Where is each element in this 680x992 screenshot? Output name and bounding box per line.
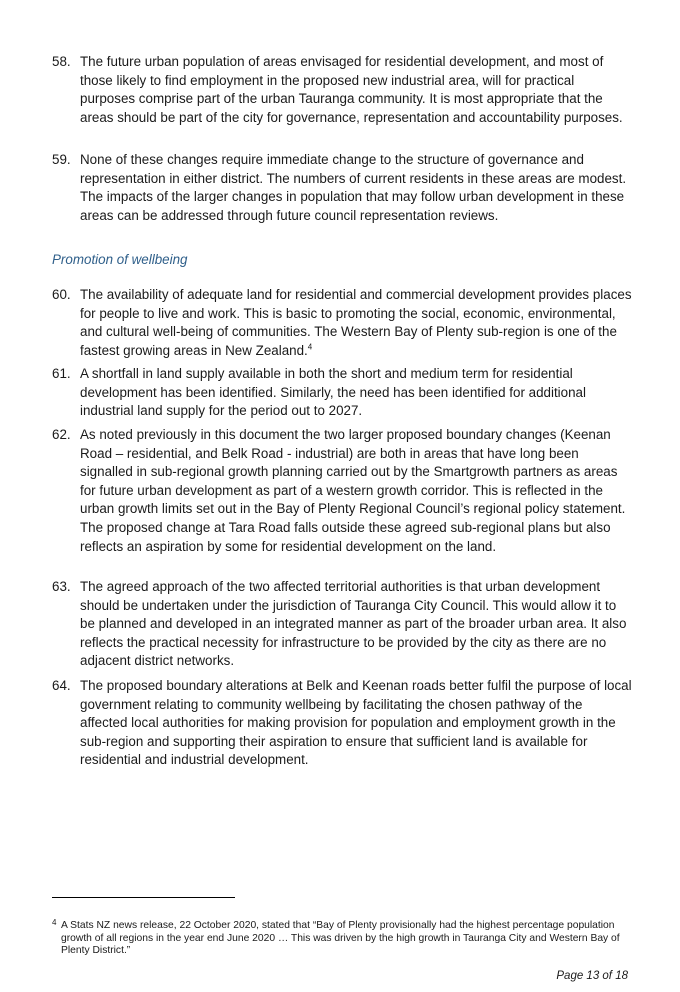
- paragraph-text: A shortfall in land supply available in both the short and medium term for residential development has been identified. Similarly, the need has been identified for additional industrial land supply for the period out to 2027.: [80, 366, 586, 419]
- paragraph-58: [52, 53, 632, 127]
- paragraph-text: As noted previously in this document the two larger proposed boundary changes (Keenan Road – residential, and Belk Road - industrial) are both in areas that have long been signalled in sub-regional growth planning carried out by the Smartgrowth partners as areas for future urban development as part of a western growth corridor. This is reflected in the urban growth limits set out in the Bay of Plenty Regional Council’s regional policy statement. The proposed change at Tara Road falls outside these agreed sub-regional plans but also reflects an aspiration by some for residential development on the land.: [80, 427, 626, 554]
- paragraph-62: [52, 426, 632, 556]
- paragraph-59: [52, 151, 632, 225]
- paragraph-text: None of these changes require immediate change to the structure of governance and representation in either district. The numbers of current residents in these areas are modest. The impacts of the larger changes in population that may follow urban development in these areas can be addressed through future council representation reviews.: [80, 152, 627, 223]
- paragraph-63: [52, 578, 632, 671]
- paragraph-61: [52, 365, 632, 421]
- footnote-divider: [52, 897, 235, 898]
- paragraph-text: The proposed boundary alterations at Belk and Keenan roads better fulfil the purpose of local government relating to community wellbeing by facilitating the chosen pathway of the affected local authorities for making provision for population and employment growth in the sub-region and supporting their aspiration to ensure that sufficient land is available for residential and industrial development.: [80, 678, 632, 768]
- footnote-reference[interactable]: 4: [307, 342, 313, 352]
- section-heading: Promotion of wellbeing: [52, 252, 188, 267]
- page-number: Page 13 of 18: [556, 970, 628, 982]
- paragraph-text: The future urban population of areas envisaged for residential development, and most of those likely to find employment in the proposed new industrial area, will for practical purposes comprise part of the urban Tauranga community. It is most appropriate that the areas should be part of the city for governance, representation and accountability purposes.: [80, 54, 623, 125]
- paragraph-number: 61.: [52, 366, 71, 381]
- paragraph-number: 58.: [52, 54, 71, 69]
- paragraph-text: The agreed approach of the two affected territorial authorities is that urban development should be undertaken under the jurisdiction of Tauranga City Council. This would allow it to be planned and developed in an integrated manner as part of the broader urban area. It also reflects the practical necessity for infrastructure to be provided by the city as there are no adjacent district networks.: [80, 579, 627, 669]
- paragraph-64: [52, 677, 632, 770]
- paragraph-number: 64.: [52, 678, 71, 693]
- paragraph-number: 62.: [52, 427, 71, 442]
- paragraph-number: 60.: [52, 287, 71, 302]
- paragraph-text: The availability of adequate land for residential and commercial development provides places for people to live and work. This is basic to promoting the social, economic, environmental, and cultural well-being of communities. The Western Bay of Plenty sub-region is one of the fastest growing areas in New Zealand.: [80, 287, 632, 358]
- footnote-mark: 4: [52, 918, 57, 927]
- paragraph-text-wrap: [80, 286, 632, 360]
- paragraph-number: 63.: [52, 579, 71, 594]
- paragraph-60: [52, 286, 632, 360]
- paragraph-number: 59.: [52, 152, 71, 167]
- footnote: [52, 920, 637, 958]
- footnote-text: A Stats NZ news release, 22 October 2020, stated that “Bay of Plenty provisionally had the highest percentage population growth of all regions in the year end June 2020 … This was driven by the high growth in Tauranga City and Western Bay of Plenty District.”: [61, 920, 620, 957]
